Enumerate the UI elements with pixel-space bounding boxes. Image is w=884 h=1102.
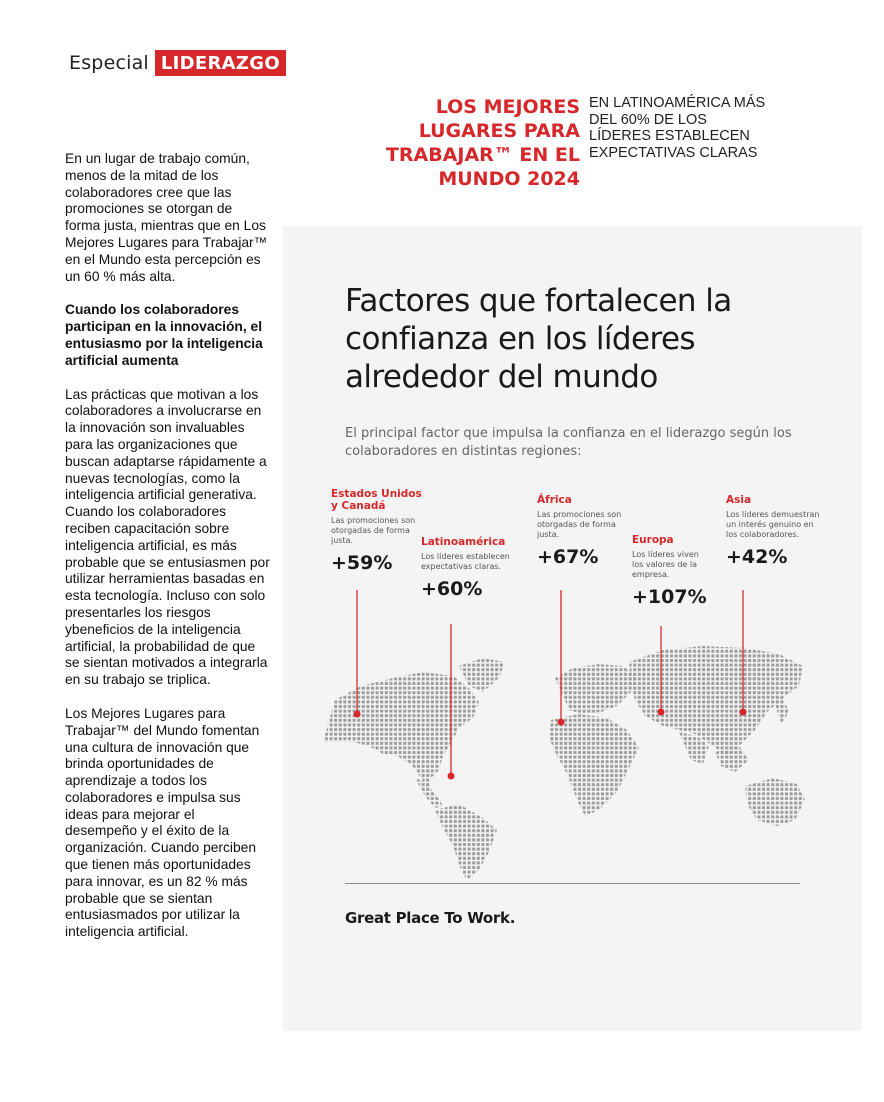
article-paragraph-1: En un lugar de trabajo común, menos de la mitad de los colaboradores cree que las promociones se otorgan de forma justa, mientras que en Los Mejores Lugares para Trabajar™ en el Mundo esta percepción es un 60 % más alta. — [65, 151, 268, 284]
region-usa-canada — [331, 488, 423, 574]
region-description: Las promociones son otorgadas de forma justa. — [331, 516, 416, 545]
region-value: +107% — [632, 586, 707, 608]
hero-title: LOS MEJORES LUGARES PARA TRABAJAR™ EN EL MUNDO 2024 — [385, 96, 580, 190]
region-name: Asia — [726, 494, 752, 506]
region-value: +42% — [726, 546, 788, 568]
region-asia — [726, 494, 820, 568]
section-badge: LIDERAZGO — [155, 50, 286, 76]
region-description: Los líderes demuestran un interés genuino en los colaboradores. — [726, 510, 820, 539]
region-africa — [537, 494, 627, 568]
infographic-title: Factores que fortalecen la confianza en los líderes alrededor del mundo — [345, 283, 732, 395]
region-value: +60% — [421, 578, 483, 600]
infographic-subtitle: El principal factor que impulsa la confianza en el liderazgo según los colaboradores en distintas regiones: — [345, 426, 792, 459]
section-tag — [69, 50, 286, 76]
region-europa — [632, 534, 706, 608]
region-name: Europa — [632, 534, 674, 546]
region-description: Los líderes establecen expectativas claras. — [421, 552, 510, 571]
article-heading: Cuando los colaboradores participan en la innovación, el entusiasmo por la inteligencia artificial aumenta — [65, 302, 263, 368]
region-value: +59% — [331, 552, 393, 574]
region-value: +67% — [537, 546, 599, 568]
brand-logo: Great Place To Work. — [345, 909, 516, 927]
article-paragraph-2: Las prácticas que motivan a los colaboradores a involucrarse en la innovación son invaluables para las organizaciones que buscan adaptarse rápidamente a nuevas tecnologías, como la inteligencia artificial generativa. Cuando los colaboradores reciben capacitación sobre inteligencia artificial, es más probable que se entusiasmen por utilizar herramientas basadas en esta tecnología. Incluso con solo presentarles los riesgos ybeneficios de la inteligencia artificial, la probabilidad de que se sientan motivados a integrarla en su trabajo se triplica. — [65, 386, 270, 688]
article-body — [65, 151, 270, 958]
region-description: Los líderes viven los valores de la empresa. — [632, 550, 699, 579]
region-name: Latinoamérica — [421, 536, 506, 548]
article-paragraph-3: Los Mejores Lugares para Trabajar™ del Mundo fomentan una cultura de innovación que brinda oportunidades de aprendizaje a todos los colaboradores e impulsa sus ideas para mejorar el desempeño y el éxito de la organización. Cuando perciben que tienen más oportunidades para innovar, es un 82 % más probable que se sientan entusiasmados por utilizar la inteligencia artificial. — [65, 705, 260, 940]
region-name: Estados Unidos y Canadá — [331, 488, 422, 512]
hero-subtitle: EN LATINOAMÉRICA MÁS DEL 60% DE LOS LÍDERES ESTABLECEN EXPECTATIVAS CLARAS — [589, 95, 766, 161]
region-name: África — [537, 494, 572, 506]
region-description: Las promociones son otorgadas de forma justa. — [537, 510, 622, 539]
divider — [345, 883, 800, 884]
infographic-panel — [283, 226, 862, 1031]
region-latinoamerica — [421, 536, 515, 600]
section-label: Especial — [69, 52, 149, 74]
